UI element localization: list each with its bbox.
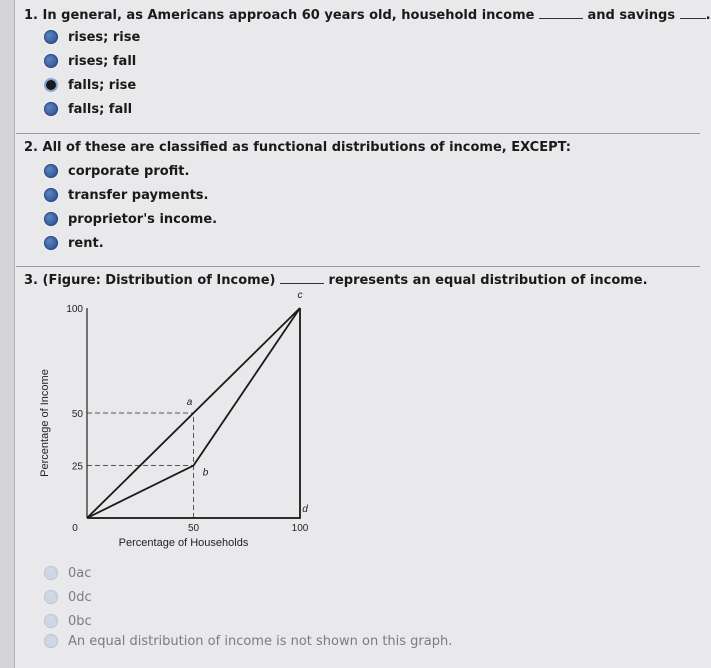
q1-blank-1 <box>539 8 583 19</box>
q2-prompt: 2. All of these are classified as functional distributions of income, EXCEPT: <box>24 140 571 155</box>
q2-option-1[interactable]: corporate profit. <box>44 162 189 180</box>
radio-icon[interactable] <box>44 54 58 68</box>
radio-icon[interactable] <box>44 614 58 628</box>
q1-option-3[interactable]: falls; rise <box>44 76 136 94</box>
q1-option-1[interactable]: rises; rise <box>44 28 140 46</box>
divider <box>16 133 700 134</box>
q3-option-4[interactable]: An equal distribution of income is not shown on this graph. <box>44 632 452 650</box>
q2-option-4[interactable]: rent. <box>44 234 104 252</box>
y-tick-label: 50 <box>71 409 83 420</box>
q3-option-1[interactable]: 0ac <box>44 564 91 582</box>
x-axis-label: Percentage of Households <box>118 537 249 549</box>
left-scroll-edge <box>0 0 15 668</box>
y-tick-label: 100 <box>66 304 83 315</box>
x-tick-label: 0 <box>72 523 78 534</box>
point-label-d: d <box>302 504 308 515</box>
distribution-of-income-chart <box>30 290 330 550</box>
q3-option-3[interactable]: 0bc <box>44 612 92 630</box>
radio-icon[interactable] <box>44 590 58 604</box>
series-line <box>87 308 300 518</box>
radio-icon[interactable] <box>44 236 58 250</box>
point-label-a: a <box>186 397 193 408</box>
q2-option-3[interactable]: proprietor's income. <box>44 210 217 228</box>
radio-icon[interactable] <box>44 634 58 648</box>
y-axis-label: Percentage of Income <box>39 369 51 477</box>
radio-selected-icon[interactable] <box>44 78 58 92</box>
q1-prompt: 1. In general, as Americans approach 60 years old, household income and savings . <box>24 8 711 23</box>
q3-prompt: 3. (Figure: Distribution of Income) represents an equal distribution of income. <box>24 273 648 288</box>
q2-option-2[interactable]: transfer payments. <box>44 186 208 204</box>
x-tick-label: 50 <box>187 523 200 534</box>
radio-icon[interactable] <box>44 212 58 226</box>
point-label-b: b <box>202 467 209 479</box>
q1-blank-2 <box>680 8 706 19</box>
q3-blank <box>280 273 324 284</box>
point-label-c: c <box>297 290 303 301</box>
radio-icon[interactable] <box>44 164 58 178</box>
q3-option-2[interactable]: 0dc <box>44 588 92 606</box>
divider <box>16 266 700 267</box>
radio-icon[interactable] <box>44 30 58 44</box>
radio-icon[interactable] <box>44 102 58 116</box>
radio-icon[interactable] <box>44 188 58 202</box>
y-tick-label: 25 <box>71 461 83 473</box>
q1-option-2[interactable]: rises; fall <box>44 52 136 70</box>
radio-icon[interactable] <box>44 566 58 580</box>
q1-option-4[interactable]: falls; fall <box>44 100 132 118</box>
x-tick-label: 100 <box>291 523 309 534</box>
